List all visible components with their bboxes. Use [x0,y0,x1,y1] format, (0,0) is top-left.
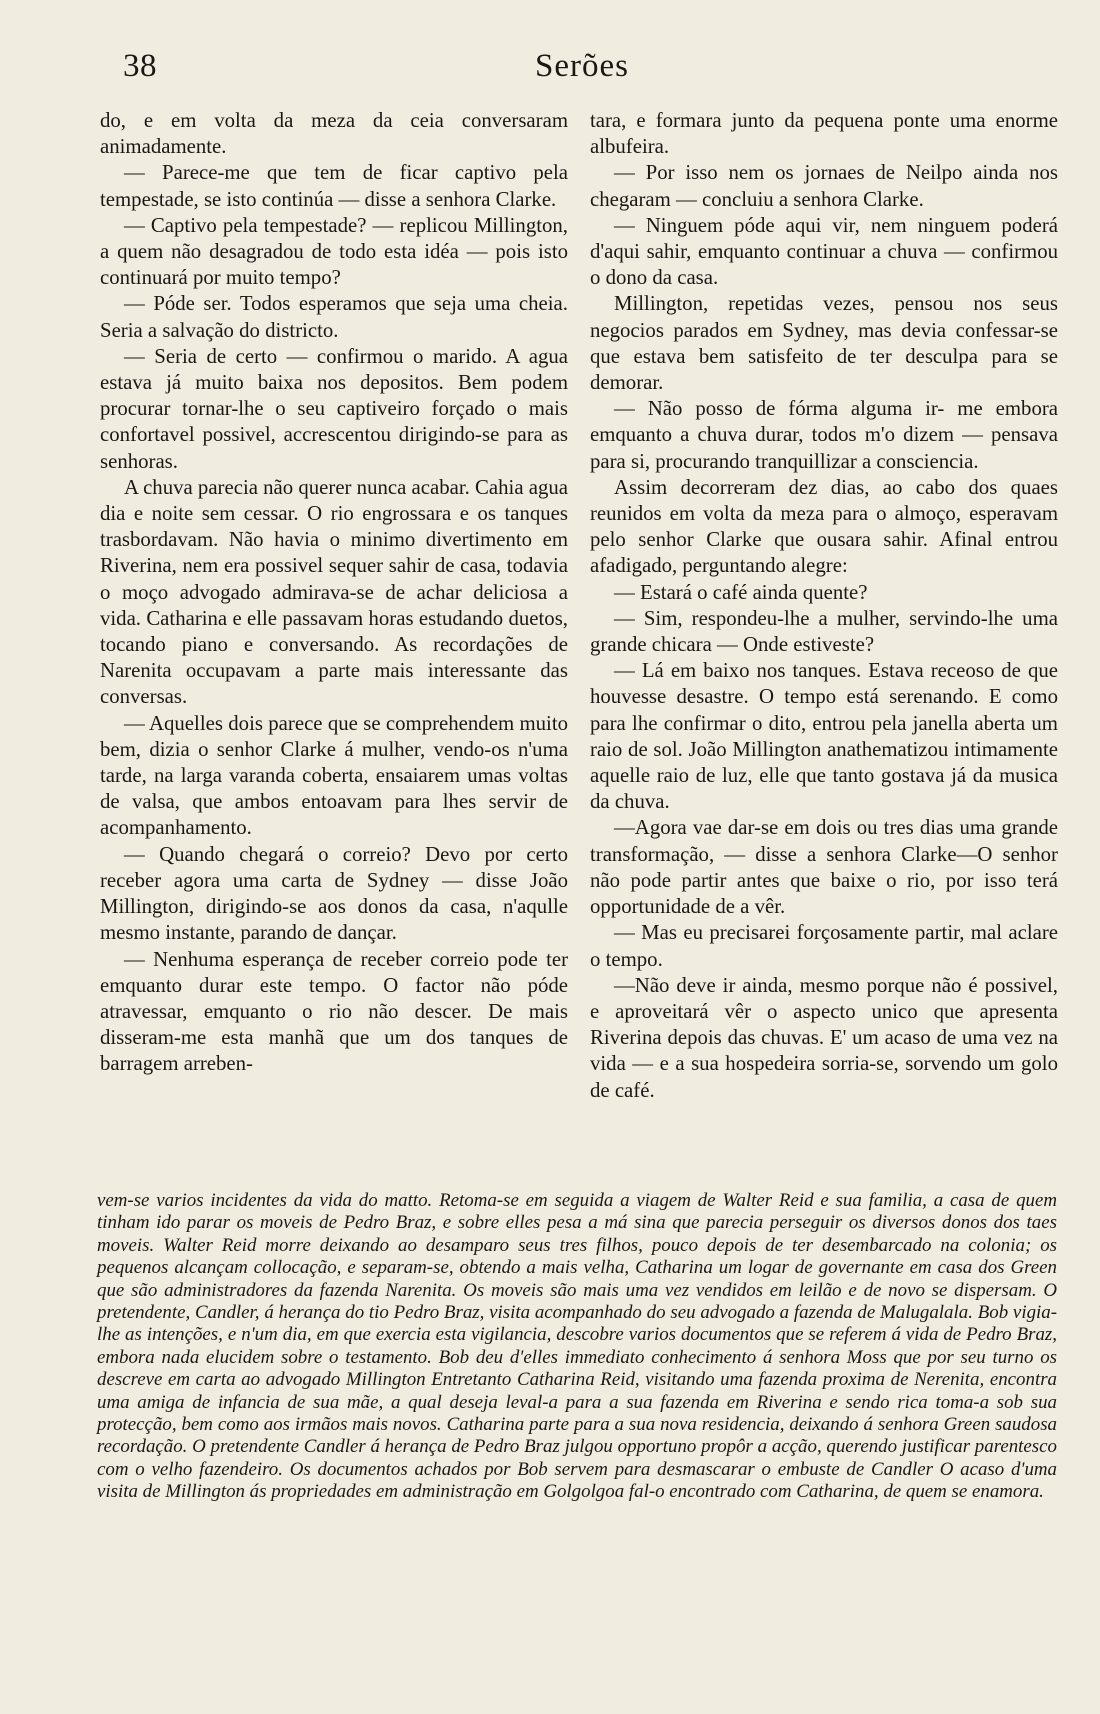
paragraph: — Sim, respondeu-lhe a mulher, servindo-lhe uma grande chicara — Onde estiveste? [590,606,1058,657]
paragraph: A chuva parecia não querer nunca acabar. Cahia agua dia e noite sem cessar. O rio engrossara e os tanques trasbordavam. Não havia o minimo divertimento em Riverina, nem era possivel sequer sahir de casa, todavia o moço advogado admirava-se de achar deliciosa a vida. Catharina e elle passavam horas estudando duetos, tocando piano e conversando. As recordações de Narenita occupavam a parte mais interessante das conversas. [100,475,569,709]
page-number: 38 [123,48,157,84]
running-title: Serões [535,48,629,84]
paragraph: — Captivo pela tempestade? — replicou Millington, a quem não desagradou de todo esta idéa — pois isto continuará por muito tempo? [100,213,568,290]
summary-block: vem-se varios incidentes da vida do matto. Retoma-se em seguida a viagem de Walter Reid e sua familia, a casa de quem tinham ido parar os moveis de Pedro Braz, e sobre elles pesa a má sina que parecia perseguir os diversos donos dos taes moveis. Walter Reid morre deixando ao desamparo seus tres filhos, pouco depois de ter desembarcado na colonia; os pequenos alcançam collocação, e separam-se, obtendo a mais velha, Catharina um logar de governante em casa dos Green que são administradores da fazenda Narenita. Os moveis são mais uma vez vendidos em leilão e de novo se dispersam. O pretendente, Candler, á herança do tio Pedro Braz, visita acompanhado do seu advogado a fazenda de Malugalala. Bob vigia-lhe as intenções, e n'um dia, em que exercia esta vigilancia, descobre varios documentos que se referem á vida de Pedro Braz, embora nada elucidem sobre o testamento. Bob deu d'elles immediato conhecimento á senhora Moss que por seu turno os descreve em carta ao advogado Millington Entretanto Catharina Reid, visitando uma fazenda proxima de Nerenita, encontra uma amiga de infancia de sua mãe, a qual deseja leval-a para a sua fazenda em Riverina e sendo rica toma-a sob sua protecção, bem como aos irmãos mais novos. Catharina parte para a sua nova residencia, deixando á senhora Green saudosa recordação. O pretendente Candler á herança de Pedro Braz julgou opportuno propôr a acção, querendo justificar parentesco com o velho fazendeiro. Os documentos achados por Bob servem para desmascarar o embuste de Candler O acaso d'uma visita de Millington ás propriedades em administração em Golgolgoa fal-o encontrado com Catharina, de quem se enamora. [97,1190,1057,1503]
paragraph: —Agora vae dar-se em dois ou tres dias uma grande transformação, — disse a senhora Clarke—O senhor não pode partir antes que baixe o rio, por isso terá opportunidade de a vêr. [590,816,1058,919]
paragraph: — Estará o café ainda quente? [614,580,868,604]
paragraph: — Quando chegará o correio? Devo por certo receber agora uma carta de Sydney — disse João Millington, dirigindo-se aos donos da casa, n'aqulle mesmo instante, parando de dançar. [100,842,568,945]
paragraph: —Não deve ir ainda, mesmo porque não é possivel, e aproveitará vêr o aspecto unico que apresenta Riverina depois das chuvas. E' um acaso de uma vez na vida — e a sua hospedeira sorria-se, sorvendo um golo de café. [590,973,1058,1102]
paragraph: — Parece-me que tem de ficar captivo pela tempestade, se isto continúa — disse a senhora Clarke. [100,161,568,211]
paragraph: — Por isso nem os jornaes de Neilpo ainda nos chegaram — concluiu a senhora Clarke. [590,161,1058,211]
page-header [120,48,1030,98]
paragraph: tara, e formara junto da pequena ponte uma enorme albufeira. [590,109,1058,159]
paragraph: — Não posso de fórma alguma ir- me embora emquanto a chuva durar, todos m'o dizem — pensava para si, procurando tranquillizar a consciencia. [590,397,1058,473]
paragraph: — Ninguem póde aqui vir, nem ninguem poderá d'aqui sahir, emquanto continuar a chuva — confirmou o dono da casa. [590,213,1058,290]
paragraph: do, e em volta da meza da ceia conversaram animadamente. [100,109,568,159]
right-column [590,108,1058,1104]
left-column [100,108,568,1078]
paragraph: — Lá em baixo nos tanques. Estava receoso de que houvesse desastre. O tempo está serenando. E como para lhe confirmar o dito, entrou pela janella aberta um raio de sol. João Millington anathematizou intimamente aquelle raio de luz, elle que tanto gostava já da musica da chuva. [590,659,1058,814]
paragraph: — Póde ser. Todos esperamos que seja uma cheia. Seria a salvação do districto. [100,292,568,342]
paragraph: Millington, repetidas vezes, pensou nos seus negocios parados em Sydney, mas devia confessar-se que estava bem satisfeito de ter desculpa para se demorar. [590,292,1058,395]
paragraph: Assim decorreram dez dias, ao cabo dos quaes reunidos em volta da meza para o almoço, esperavam pelo senhor Clarke que ousara sahir. Afinal entrou afadigado, perguntando alegre: [590,475,1058,578]
paragraph: — Aquelles dois parece que se comprehendem muito bem, dizia o senhor Clarke á mulher, vendo-os n'uma tarde, na larga varanda coberta, ensaiarem umas voltas de valsa, que ambos entoavam para lhes servir de acompanhamento. [100,711,568,840]
paragraph: — Seria de certo — confirmou o marido. A agua estava já muito baixa nos depositos. Bem podem procurar tornar-lhe o seu captiveiro forçado o mais confortavel possivel, accrescentou dirigindo-se para as senhoras. [100,344,568,473]
paragraph: — Nenhuma esperança de receber correio pode ter emquanto durar este tempo. O factor não póde atravessar, emquanto o rio não descer. De mais disseram-me esta manhã que um dos tanques de barragem arreben- [100,947,568,1076]
paragraph: — Mas eu precisarei forçosamente partir, mal aclare o tempo. [590,921,1058,971]
